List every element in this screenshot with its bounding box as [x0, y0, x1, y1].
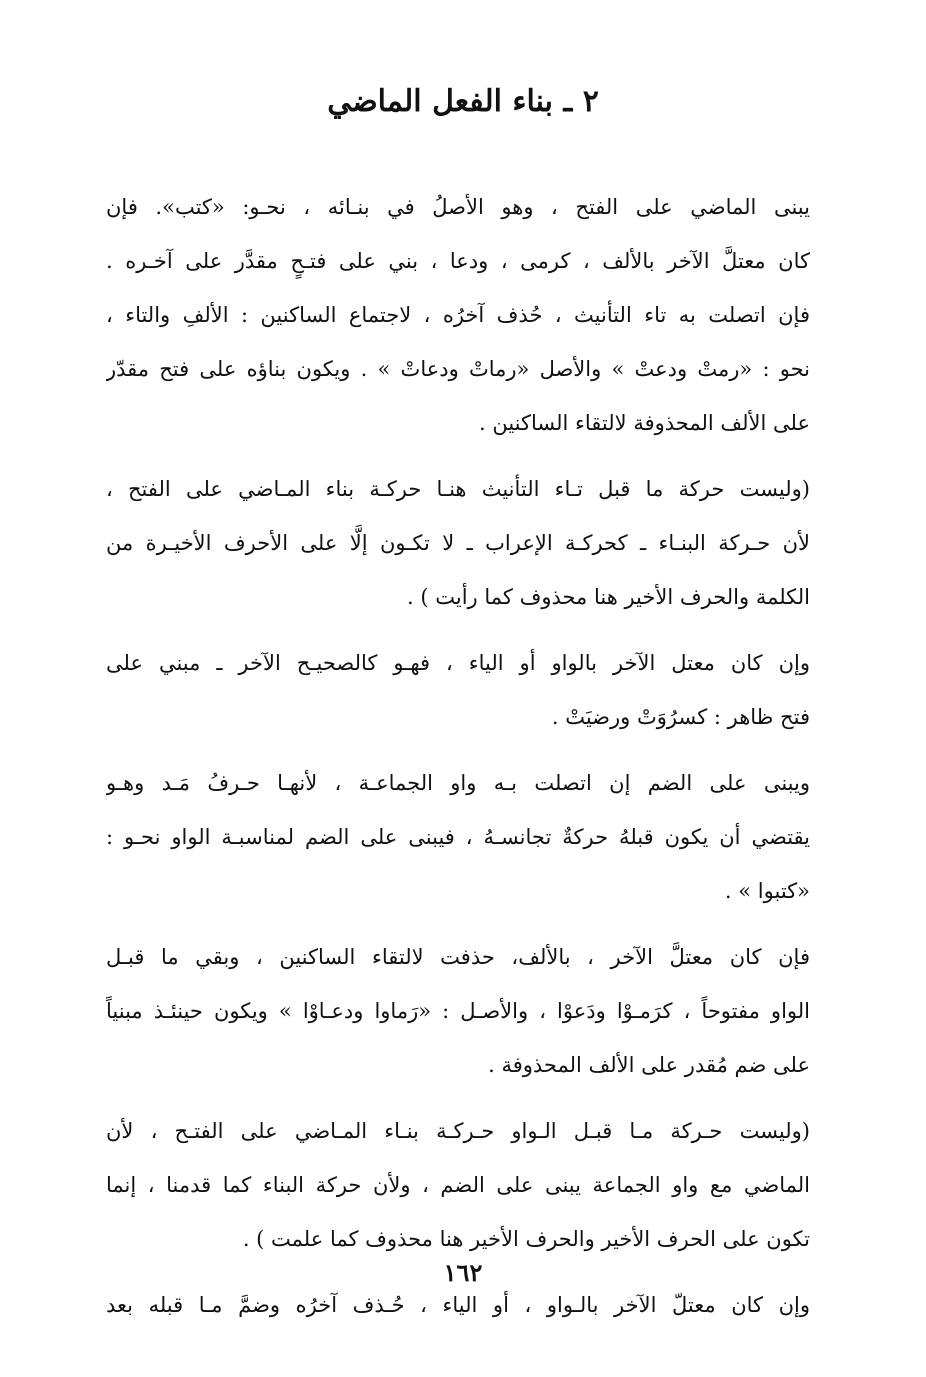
- text-line: يبنى الماضي على الفتح ، وهو الأصلُ في بنـائه ، نحـو: «كتب». فإن: [106, 195, 810, 219]
- paragraph-4: [106, 756, 810, 918]
- text-line: على ضم مُقدر على الألف المحذوفة .: [488, 1053, 810, 1077]
- text-line: فإن كان معتلَّ الآخر ، بالألف، حذفت لالتقاء الساكنين ، وبقي ما قبـل: [106, 945, 810, 969]
- text-line: وإن كان معتلّ الآخر بالـواو ، أو الياء ، حُـذف آخرُه وضمَّ مـا قبله بعد: [106, 1293, 810, 1317]
- text-line: لأن حـركة البنـاء ـ كحركـة الإعراب ـ لا تكـون إلَّا على الأحرف الأخيـرة من: [106, 531, 810, 555]
- body-text: [106, 180, 810, 1332]
- text-line: وإن كان معتل الآخر بالواو أو الياء ، فهـو كالصحيـح الآخر ـ مبني على: [106, 651, 810, 675]
- page-number: ١٦٢: [443, 1258, 483, 1287]
- text-line: نحو : «رمتْ ودعتْ » والأصل «رماتْ ودعاتْ » . ويكون بناؤه على فتح مقدّر: [106, 357, 810, 381]
- text-line: (وليست حـركة مـا قبـل الـواو حـركـة بنـاء المـاضي على الفتـح ، لأن: [106, 1119, 810, 1143]
- text-line: كان معتلَّ الآخر بالألف ، كرمى ، ودعا ، بني على فتـحٍ مقدَّر على آخـره .: [106, 249, 810, 273]
- text-line: الماضي مع واو الجماعة يبنى على الضم ، ولأن حركة البناء كما قدمنا ، إنما: [106, 1173, 810, 1197]
- text-line: تكون على الحرف الأخير والحرف الأخير هنا محذوف كما علمت ) .: [242, 1227, 810, 1251]
- paragraph-6: [106, 1104, 810, 1266]
- section-title: ٢ ـ بناء الفعل الماضي: [327, 84, 599, 119]
- paragraph-5: [106, 930, 810, 1092]
- paragraph-2: [106, 462, 810, 624]
- text-line: ويبنى على الضم إن اتصلت بـه واو الجماعـة ، لأنهـا حـرفُ مَـد وهـو: [106, 771, 810, 795]
- text-line: فتح ظاهر : كسرُوَتْ ورضيَتْ .: [551, 705, 810, 729]
- text-line: على الألف المحذوفة لالتقاء الساكنين .: [478, 411, 810, 435]
- text-line: الواو مفتوحاً ، كرَمـوْا ودَعوْا ، والأصـل : «رَماوا ودعـاوْا » ويكون حينئـذ مبنياً: [106, 999, 810, 1023]
- text-line: الكلمة والحرف الأخير هنا محذوف كما رأيت ) .: [407, 585, 810, 609]
- text-line: يقتضي أن يكون قبلهُ حركةٌ تجانسـهُ ، فيبنى على الضم لمناسبـة الواو نحـو :: [106, 825, 810, 849]
- paragraph-3: [106, 636, 810, 744]
- paragraph-1: [106, 180, 810, 450]
- text-line: (وليست حركة ما قبل تـاء التأنيث هنـا حركـة بناء المـاضي على الفتح ،: [106, 477, 810, 501]
- text-line: فإن اتصلت به تاء التأنيث ، حُذف آخرُه ، لاجتماع الساكنين : الألفِ والتاء ،: [106, 303, 810, 327]
- text-line: «كتبوا » .: [724, 879, 810, 903]
